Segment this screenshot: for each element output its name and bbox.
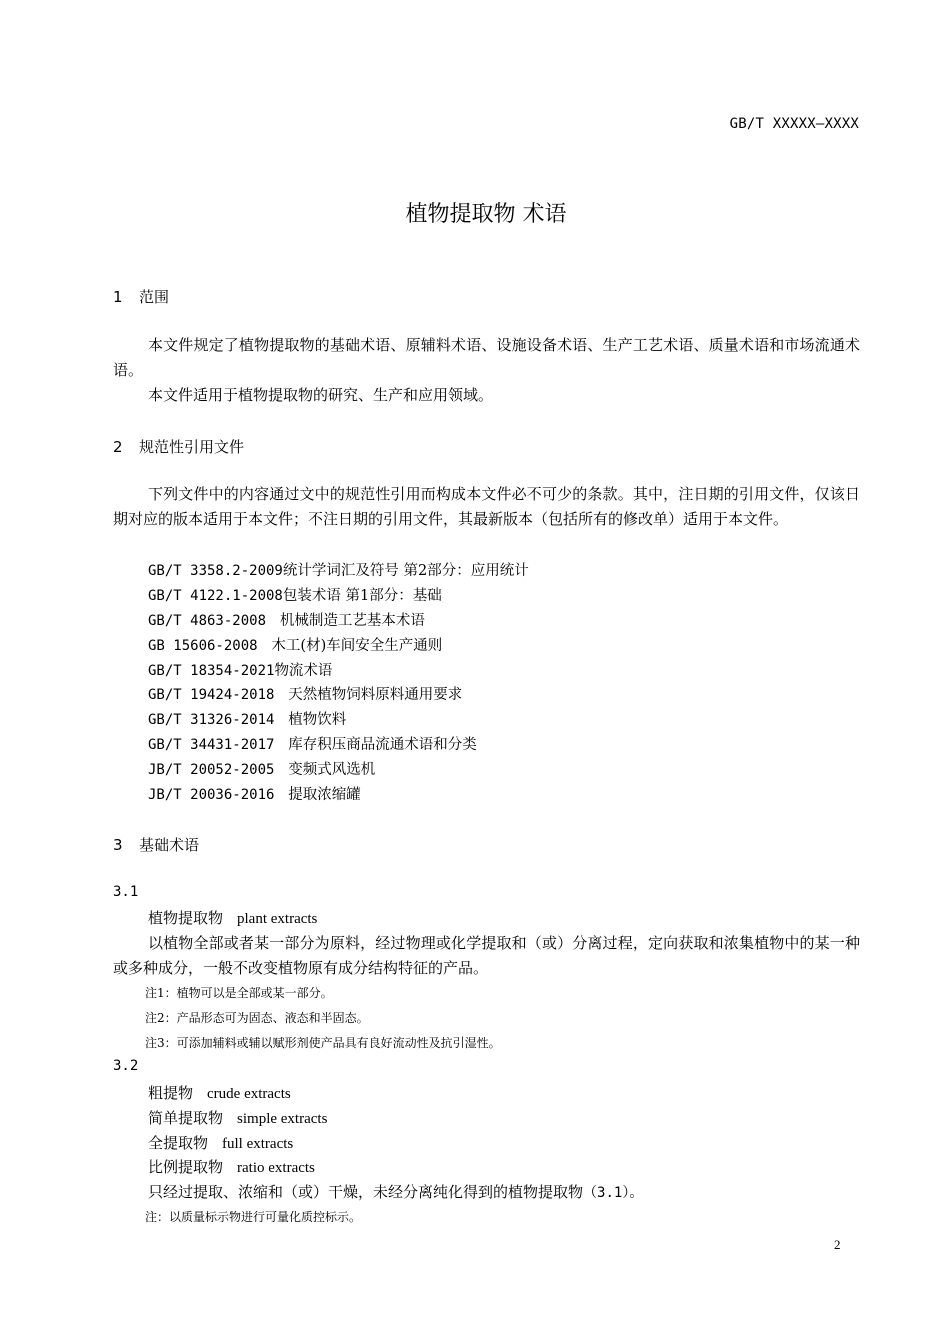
note: 注3：可添加辅料或辅以赋形剂使产品具有良好流动性及抗引湿性。 <box>145 1036 501 1050</box>
note: 注：以质量标示物进行可量化质控标示。 <box>145 1210 362 1224</box>
term-zh: 粗提物 <box>148 1084 194 1102</box>
reference-item: GB/T 3358.2-2009统计学词汇及符号 第2部分：应用统计 <box>148 563 529 579</box>
section-1-paragraph-1: 本文件规定了植物提取物的基础术语、原辅料术语、设施设备术语、生产工艺术语、质量术语和市场流通术语。 <box>113 336 860 379</box>
clause-number: 3.1 <box>113 884 139 900</box>
section-1-heading <box>113 286 169 307</box>
term-en: ratio extracts <box>237 1160 315 1176</box>
term-entry <box>148 1132 293 1153</box>
term-zh: 比例提取物 <box>148 1158 224 1176</box>
reference-item: JB/T 20036-2016 提取浓缩罐 <box>148 787 361 803</box>
section-title: 范围 <box>139 288 170 306</box>
reference-item: GB/T 18354-2021物流术语 <box>148 663 333 679</box>
term-entry <box>148 907 317 928</box>
term-en: crude extracts <box>207 1086 291 1102</box>
section-2-heading <box>113 436 244 457</box>
section-2-paragraph-1: 下列文件中的内容通过文中的规范性引用而构成本文件必不可少的条款。其中，注日期的引用文件，仅该日期对应的版本适用于本文件；不注日期的引用文件，其最新版本（包括所有的修改单）适用于本文件。 <box>113 485 860 528</box>
reference-item: GB/T 34431-2017 库存积压商品流通术语和分类 <box>148 737 477 753</box>
term-zh: 植物提取物 <box>148 909 224 927</box>
term-definition: 以植物全部或者某一部分为原料，经过物理或化学提取和（或）分离过程，定向获取和浓集植物中的某一种或多种成分，一般不改变植物原有成分结构特征的产品。 <box>113 934 860 977</box>
reference-item: GB/T 31326-2014 植物饮料 <box>148 712 347 728</box>
page-number: 2 <box>834 1237 841 1252</box>
term-entry <box>148 1156 315 1177</box>
document-code: GB/T XXXXX—XXXX <box>729 116 859 132</box>
reference-item: GB/T 4863-2008 机械制造工艺基本术语 <box>148 613 425 629</box>
clause-number: 3.2 <box>113 1058 139 1074</box>
reference-item: GB 15606-2008 木工(材)车间安全生产通则 <box>148 638 443 654</box>
term-zh: 简单提取物 <box>148 1109 224 1127</box>
term-cross-reference: 植物提取物 <box>508 1183 584 1201</box>
section-3-heading <box>113 834 199 855</box>
note: 注2：产品形态可为固态、液态和半固态。 <box>145 1011 369 1025</box>
term-en: plant extracts <box>237 911 318 927</box>
section-number: 3 <box>113 836 123 854</box>
page-title: 植物提取物 术语 <box>405 202 567 227</box>
note: 注1：植物可以是全部或某一部分。 <box>145 986 333 1000</box>
term-zh: 全提取物 <box>148 1134 209 1152</box>
term-en: simple extracts <box>237 1111 328 1127</box>
reference-item: JB/T 20052-2005 变频式风选机 <box>148 762 376 778</box>
section-title: 基础术语 <box>139 836 200 854</box>
section-1-paragraph-2: 本文件适用于植物提取物的研究、生产和应用领域。 <box>148 386 494 404</box>
section-number: 1 <box>113 288 123 306</box>
section-title: 规范性引用文件 <box>139 438 245 456</box>
reference-item: GB/T 4122.1-2008包装术语 第1部分：基础 <box>148 588 442 604</box>
term-definition: 只经过提取、浓缩和（或）干燥，未经分离纯化得到的植物提取物（3.1）。 <box>148 1183 644 1201</box>
reference-item: GB/T 19424-2018 天然植物饲料原料通用要求 <box>148 687 463 703</box>
term-entry <box>148 1107 327 1128</box>
term-entry <box>148 1082 291 1103</box>
section-number: 2 <box>113 438 123 456</box>
term-en: full extracts <box>222 1136 294 1152</box>
